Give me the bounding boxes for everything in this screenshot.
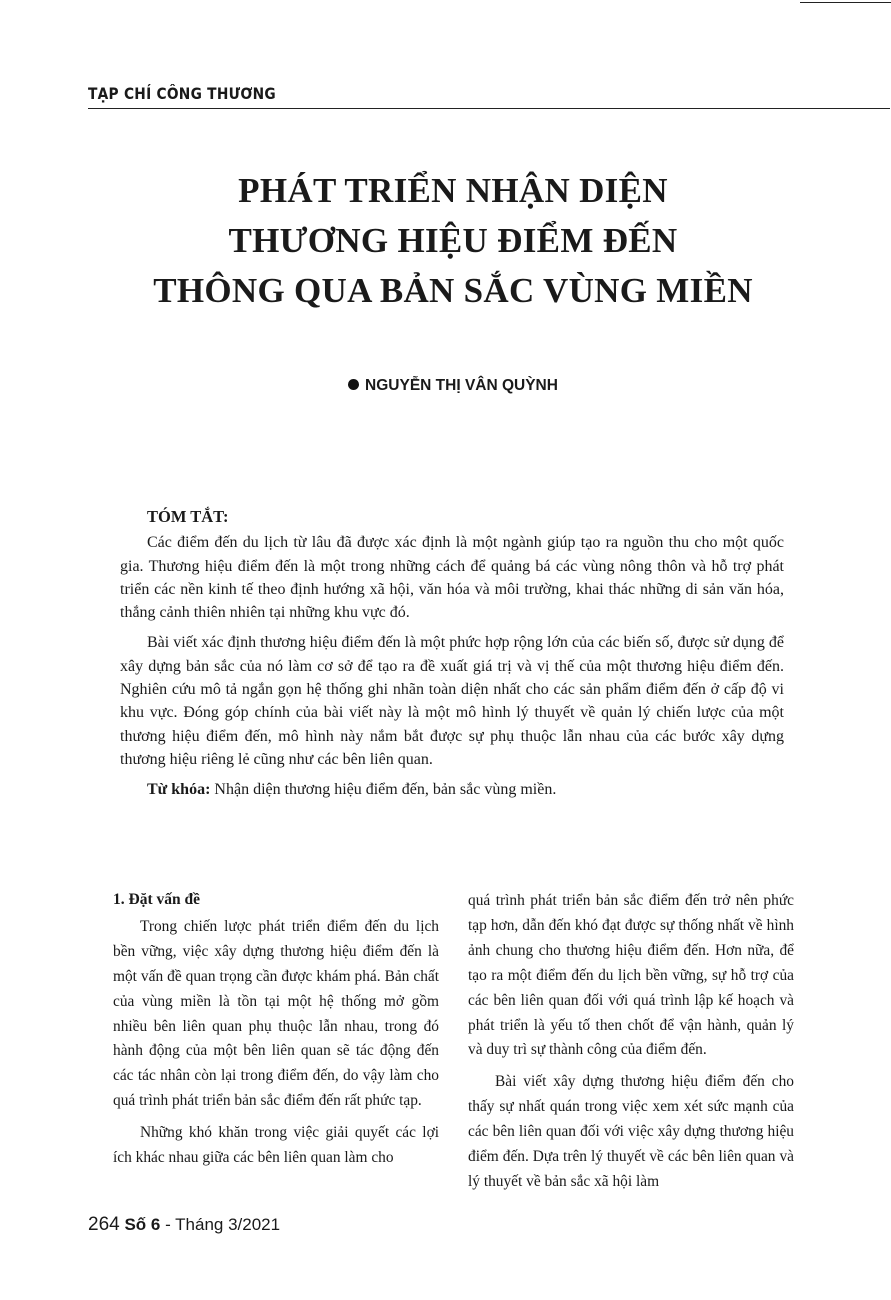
title-line: PHÁT TRIỂN NHẬN DIỆN [238,171,668,210]
issue-date: - Tháng 3/2021 [160,1215,281,1234]
keywords-label: Từ khóa: [147,781,211,799]
body-paragraph: Những khó khăn trong việc giải quyết các lợi ích khác nhau giữa các bên liên quan làm cho [113,1124,439,1167]
article-title [0,166,891,316]
bullet-icon [348,379,359,390]
title-line: THÔNG QUA BẢN SẮC VÙNG MIỀN [153,271,753,310]
body-column-right [468,889,794,1202]
abstract-section [120,505,784,802]
keywords-text: Nhận diện thương hiệu điểm đến, bản sắc vùng miền. [210,781,557,799]
title-line: THƯƠNG HIỆU ĐIỂM ĐẾN [228,221,678,260]
author-line [0,377,891,395]
author-name: NGUYỄN THỊ VÂN QUỲNH [365,377,558,394]
body-paragraph: quá trình phát triển bản sắc điểm đến trở nên phức tạp hơn, dẫn đến khó đạt được sự thống nhất về hình ảnh chung cho thương hiệu điểm đến. Hơn nữa, để tạo ra một điểm đến du lịch bền vững, sự hỗ trợ của các bên liên quan đối với quá trình lập kế hoạch và phát triển là yếu tố then chốt để vận hành, quản lý và duy trì sự thành công của điểm đến. [468,892,794,1059]
abstract-paragraph: Các điểm đến du lịch từ lâu đã được xác định là một ngành giúp tạo ra nguồn thu cho một quốc gia. Thương hiệu điểm đến là một trong những cách để quảng bá các vùng nông thôn và hỗ trợ phát triển các nền kinh tế theo định hướng xã hội, văn hóa và môi trường, khai thác những di sản văn hóa, thắng cảnh thiên nhiên tại những khu vực đó. [120,534,784,622]
page-number: 264 [88,1214,120,1235]
section-heading: 1. Đặt vấn đề [113,891,200,908]
page-footer [88,1214,280,1236]
keywords-line [120,778,784,801]
abstract-heading: TÓM TẮT: [147,507,229,526]
body-paragraph: Trong chiến lược phát triển điểm đến du lịch bền vững, việc xây dựng thương hiệu điểm đến là một vấn đề quan trọng cần được khám phá. Bản chất của vùng miền là tồn tại một hệ thống mở gồm nhiều bên liên quan phụ thuộc lẫn nhau, trong đó hành động của một bên liên quan sẽ tác động đến các tác nhân còn lại trong điểm đến, do vậy làm cho quá trình phát triển bản sắc điểm đến rất phức tạp. [113,917,439,1110]
journal-name: TẠP CHÍ CÔNG THƯƠNG [88,84,276,103]
body-column-left [113,888,439,1178]
body-paragraph: Bài viết xây dựng thương hiệu điểm đến cho thấy sự nhất quán trong việc xem xét sức mạnh của các bên liên quan đối với việc xây dựng thương hiệu điểm đến. Dựa trên lý thuyết về các bên liên quan và lý thuyết về bản sắc xã hội làm [468,1073,794,1190]
abstract-paragraph: Bài viết xác định thương hiệu điểm đến là một phức hợp rộng lớn của các biến số, được sử dụng để xây dựng bản sắc của nó làm cơ sở để tạo ra đề xuất giá trị và vị thế của một thương hiệu điểm đến. Nghiên cứu mô tả ngắn gọn hệ thống ghi nhãn toàn diện nhất cho các sản phẩm điểm đến ở cấp độ vi khu vực. Đóng góp chính của bài viết này là một mô hình lý thuyết về quản lý chiến lược của một thương hiệu điểm đến, mô hình này nắm bắt được sự phụ thuộc lẫn nhau của các bước xây dựng thương hiệu riêng lẻ cũng như các bên liên quan. [120,634,784,768]
issue-label: Số 6 [124,1215,161,1234]
top-corner-rule [800,2,891,3]
header-rule [88,108,890,109]
